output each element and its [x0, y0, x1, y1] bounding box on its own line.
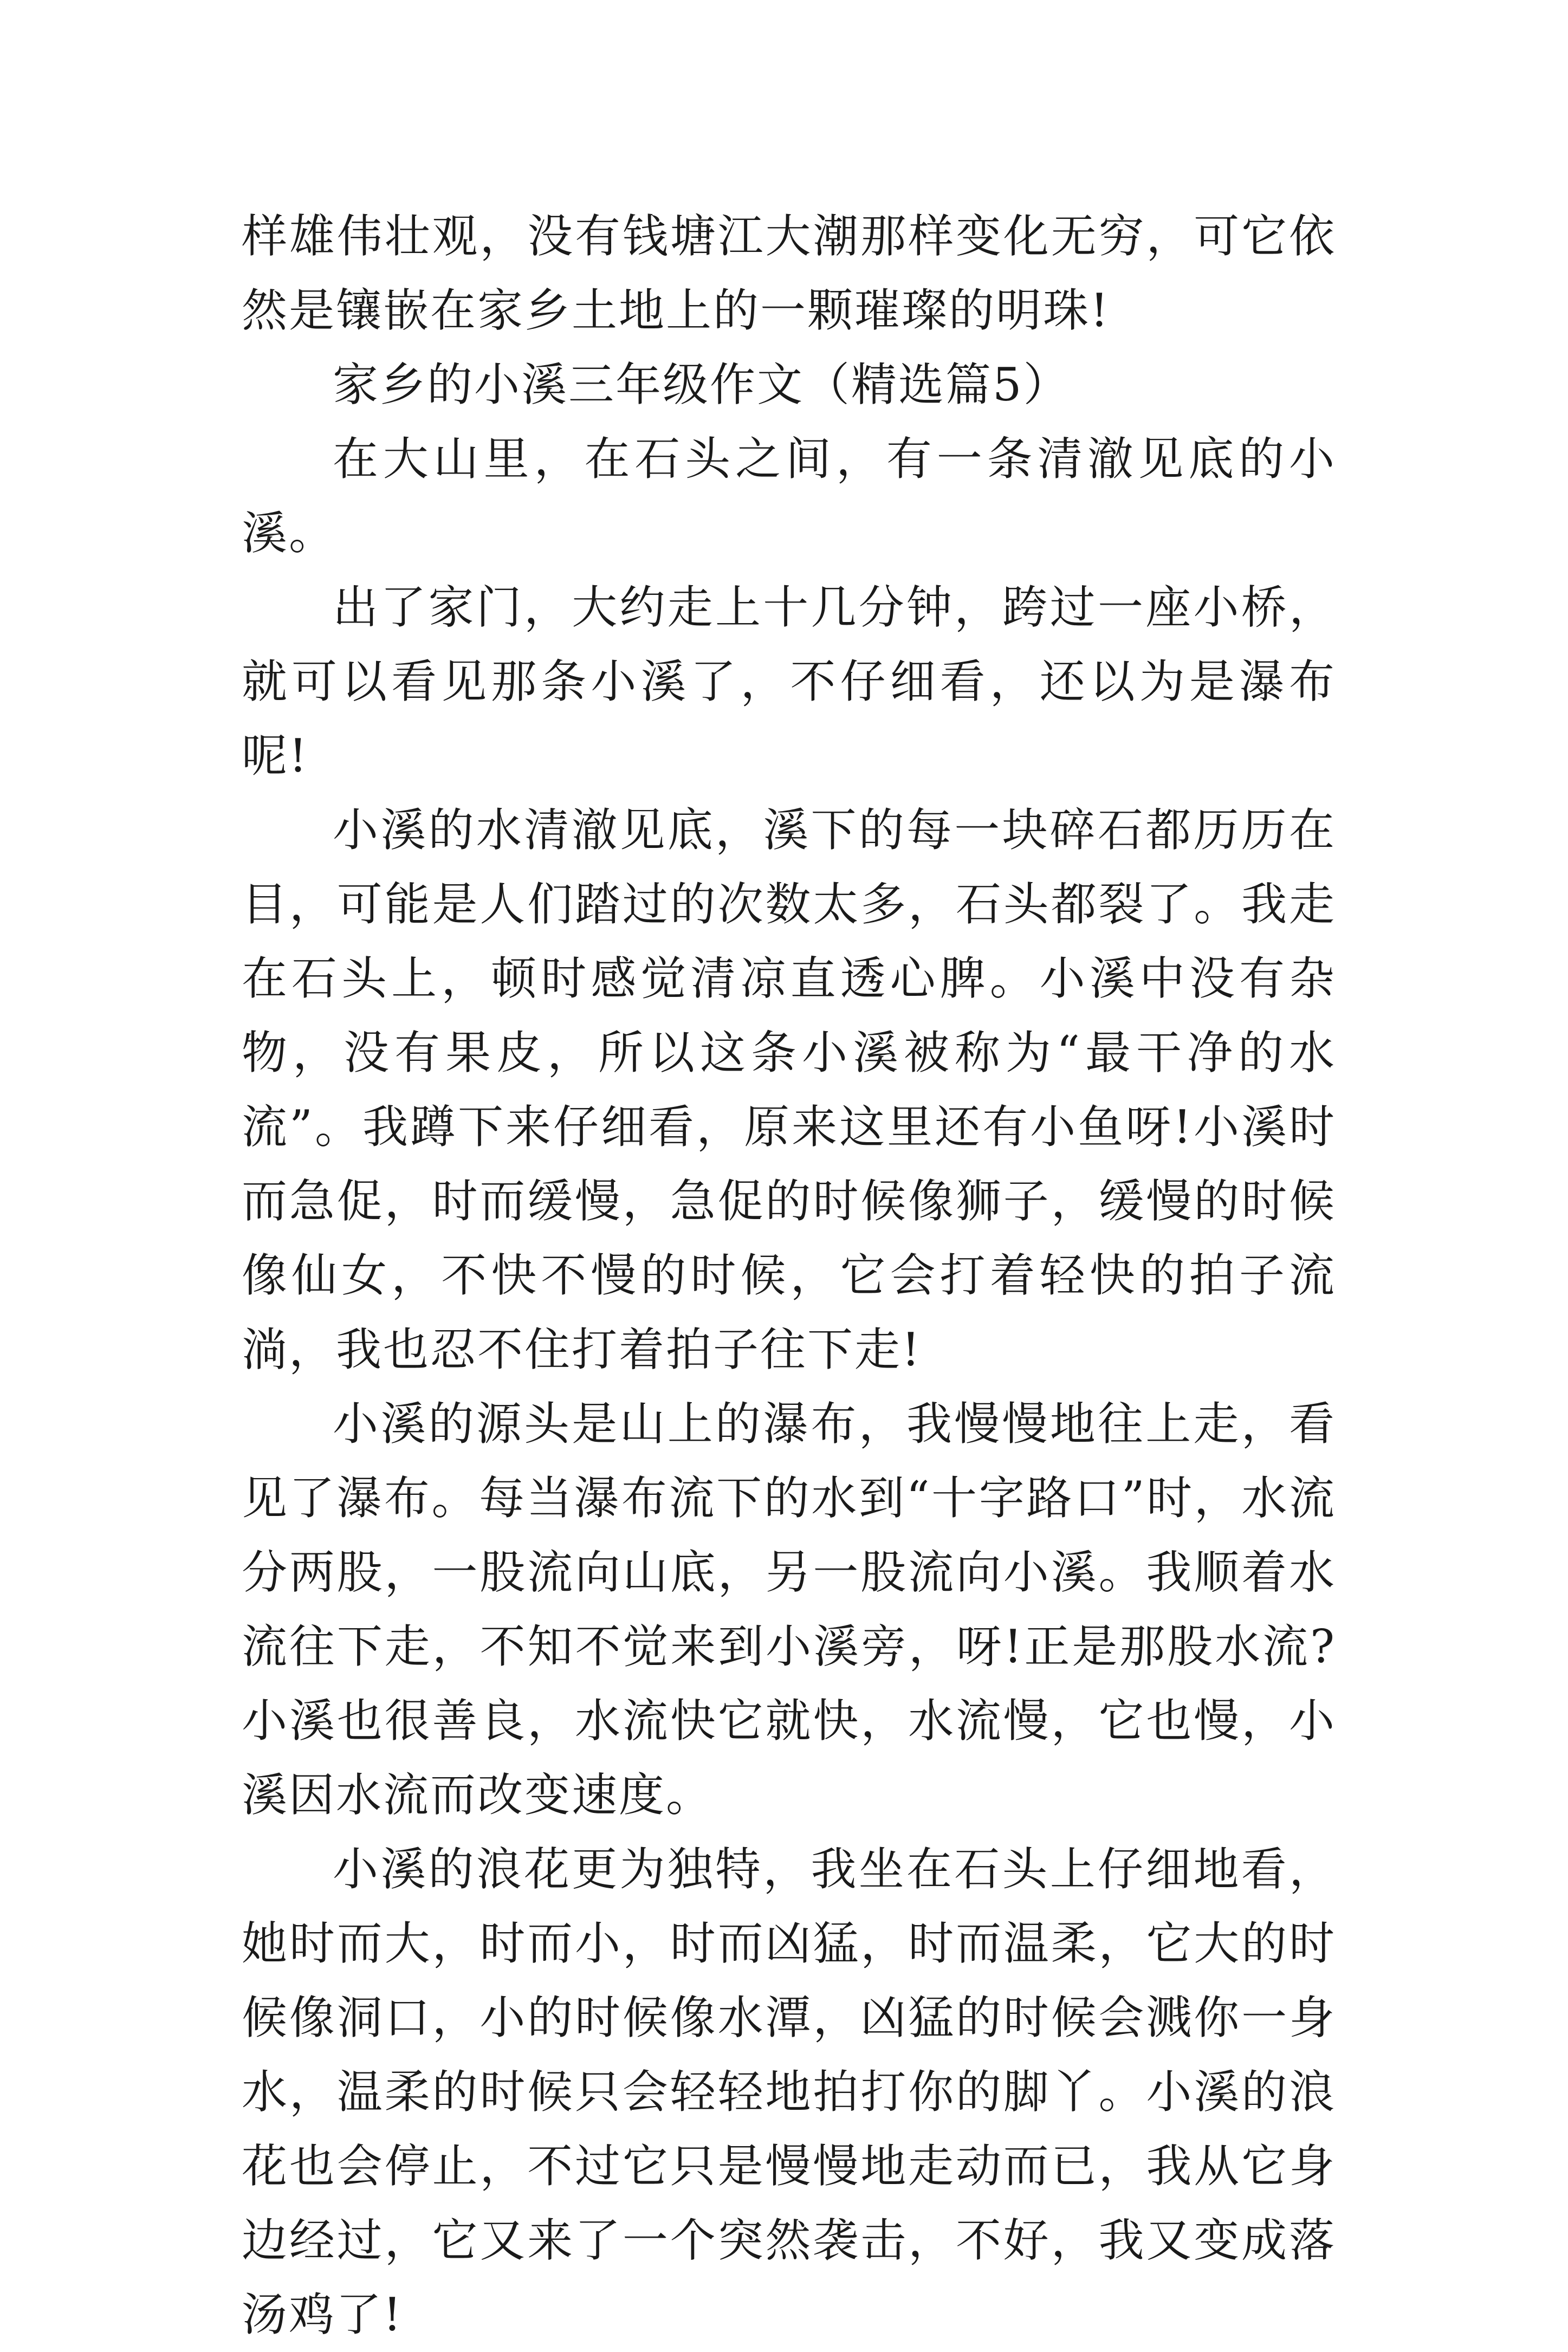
paragraph: 小溪的浪花更为独特，我坐在石头上仔细地看，她时而大，时而小，时而凶猛，时而温柔，它大的时候像洞口，小的时候像水潭，凶猛的时候会溅你一身水，温柔的时候只会轻轻地拍打你的脚丫。小溪的浪花也会停止，不过它只是慢慢地走动而已，我从它身边经过，它又来了一个突然袭击，不好，我又变成落汤鸡了!: [242, 1843, 1336, 2341]
paragraph: 小溪的水清澈见底，溪下的每一块碎石都历历在目，可能是人们踏过的次数太多，石头都裂了。我走在石头上，顿时感觉清凉直透心脾。小溪中没有杂物，没有果皮，所以这条小溪被称为“最干净的水流”。我蹲下来仔细看，原来这里还有小鱼呀!小溪时而急促，时而缓慢，急促的时候像狮子，缓慢的时候像仙女，不快不慢的时候，它会打着轻快的拍子流淌，我也忍不住打着拍子往下走!: [242, 804, 1336, 1376]
paragraph: 在大山里，在石头之间，有一条清澈见底的小溪。: [242, 432, 1336, 560]
paragraph: 出了家门，大约走上十几分钟，跨过一座小桥，就可以看见那条小溪了，不仔细看，还以为是瀑布呢!: [242, 581, 1336, 782]
paragraph: 小溪的源头是山上的瀑布，我慢慢地往上走，看见了瀑布。每当瀑布流下的水到“十字路口”时，水流分两股，一股流向山底，另一股流向小溪。我顺着水流往下走，不知不觉来到小溪旁，呀!正是那股水流?小溪也很善良，水流快它就快，水流慢，它也慢，小溪因水流而改变速度。: [242, 1397, 1336, 1822]
paragraph-continuation: 样雄伟壮观，没有钱塘江大潮那样变化无穷，可它依然是镶嵌在家乡土地上的一颗璀璨的明珠!: [242, 210, 1336, 337]
essay-body: [242, 199, 1336, 2352]
essay-title: 家乡的小溪三年级作文（精选篇5）: [333, 358, 1071, 411]
